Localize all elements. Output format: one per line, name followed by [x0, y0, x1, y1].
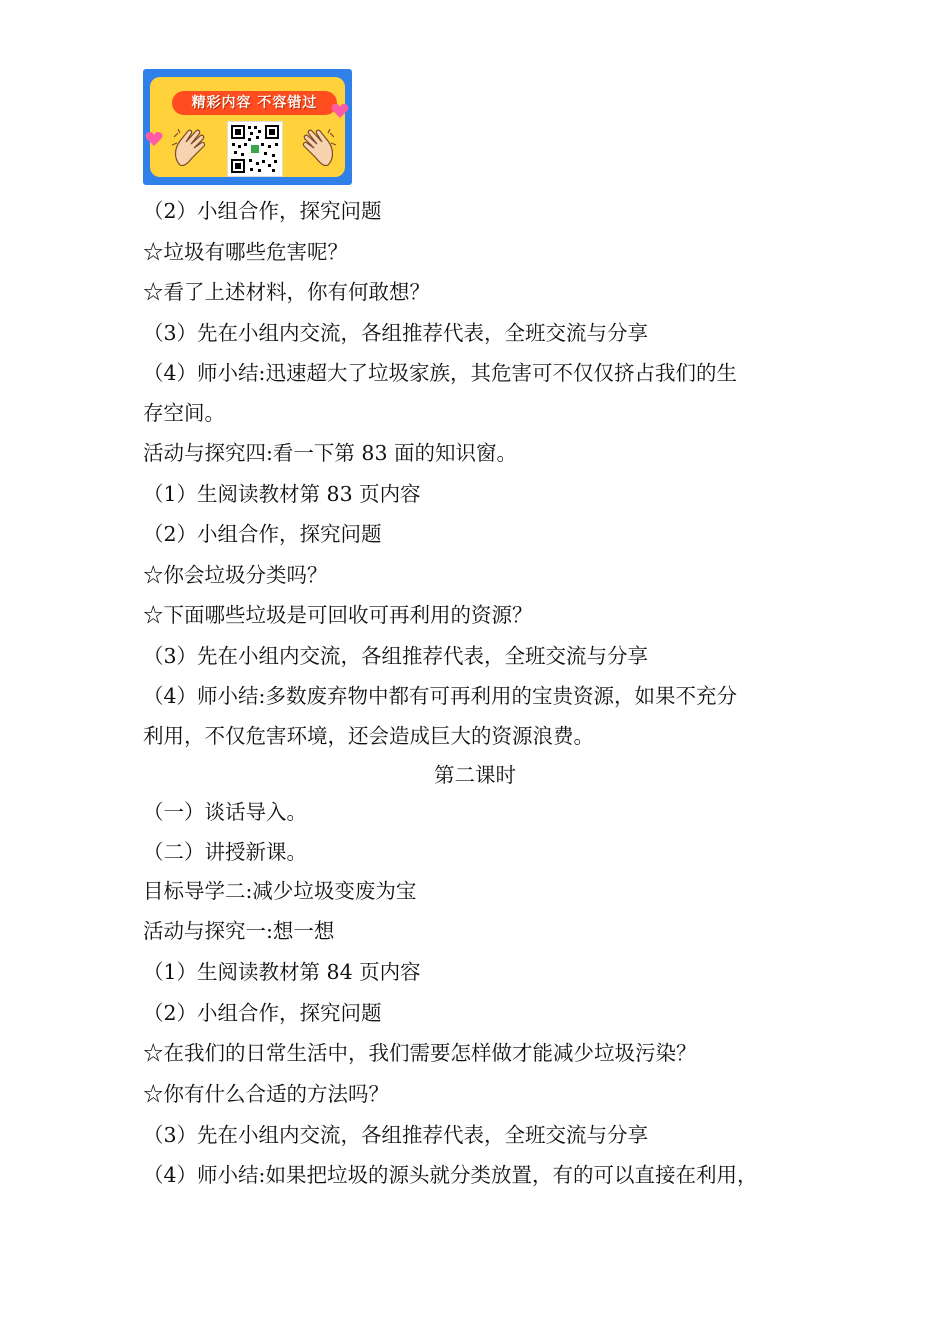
text-line: （2）小组合作，探究问题 [143, 522, 382, 546]
text-line: （二）讲授新课。 [143, 840, 307, 864]
text-line: 活动与探究一:想一想 [143, 919, 335, 943]
text-line: （3）先在小组内交流，各组推荐代表，全班交流与分享 [143, 644, 649, 668]
text-line: （1）生阅读教材第 84 页内容 [143, 960, 421, 984]
heart-icon [331, 103, 349, 119]
text-line: （4）师小结:如果把垃圾的源头就分类放置，有的可以直接在利用， [143, 1163, 758, 1187]
heart-icon [145, 131, 163, 147]
text-line: （4）师小结:多数废弃物中都有可再利用的宝贵资源，如果不充分 [143, 684, 737, 708]
text-line: ☆你会垃圾分类吗？ [143, 563, 328, 587]
text-line: 利用，不仅危害环境，还会造成巨大的资源浪费。 [143, 724, 594, 748]
section-heading: 第二课时 [434, 763, 516, 787]
text-line: ☆在我们的日常生活中，我们需要怎样做才能减少垃圾污染？ [143, 1041, 697, 1065]
text-line: ☆看了上述材料，你有何敢想？ [143, 280, 430, 304]
text-line: （一）谈话导入。 [143, 800, 307, 824]
clapping-hands-icon [170, 125, 216, 171]
promo-banner[interactable] [143, 69, 352, 185]
clapping-hands-icon [292, 125, 338, 171]
text-line: 活动与探究四:看一下第 83 面的知识窗。 [143, 441, 518, 465]
text-line: 目标导学二:减少垃圾变废为宝 [143, 879, 417, 903]
banner-panel [150, 77, 345, 177]
text-line: ☆下面哪些垃圾是可回收可再利用的资源？ [143, 603, 533, 627]
banner-title: 精彩内容 不容错过 [172, 91, 337, 115]
qr-code-icon[interactable] [227, 121, 283, 177]
text-line: （3）先在小组内交流，各组推荐代表，全班交流与分享 [143, 1123, 649, 1147]
text-line: （2）小组合作，探究问题 [143, 1001, 382, 1025]
text-line: （4）师小结:迅速超大了垃圾家族，其危害可不仅仅挤占我们的生 [143, 361, 737, 385]
text-line: ☆你有什么合适的方法吗？ [143, 1082, 389, 1106]
text-line: 存空间。 [143, 401, 225, 425]
text-line: （1）生阅读教材第 83 页内容 [143, 482, 421, 506]
text-line: （2）小组合作，探究问题 [143, 199, 382, 223]
text-line: （3）先在小组内交流，各组推荐代表，全班交流与分享 [143, 321, 649, 345]
text-line: ☆垃圾有哪些危害呢？ [143, 240, 348, 264]
